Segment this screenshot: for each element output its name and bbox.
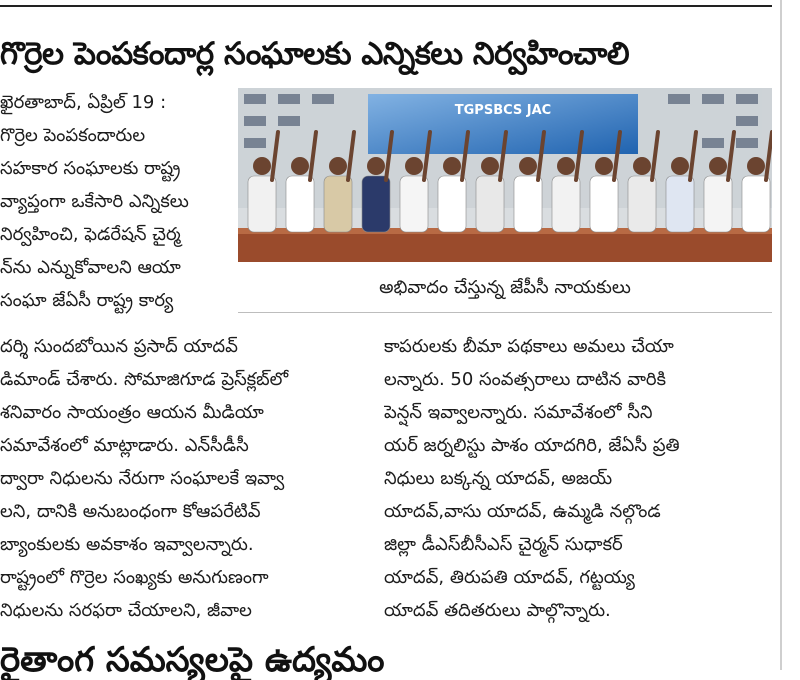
person-body bbox=[666, 176, 694, 232]
text-line: వ్యాప్తంగా ఒకేసారి ఎన్నికలు bbox=[0, 191, 189, 212]
text-line: నిధులు బక్కన్న యాదవ్, అజయ్ bbox=[384, 468, 613, 489]
person-head bbox=[671, 157, 689, 175]
person-head bbox=[519, 157, 537, 175]
person-head bbox=[367, 157, 385, 175]
right-column bbox=[384, 330, 752, 627]
text-line: దర్శి సుందబోయిన ప్రసాద్ యాదవ్ bbox=[0, 336, 238, 357]
text-line: నిధులను సరఫరా చేయాలని, జీవాల bbox=[0, 600, 252, 621]
text-line: రాష్ట్రంలో గొర్రెల సంఖ్యకు అనుగుణంగా bbox=[0, 567, 269, 588]
text-line: నిర్వహించి, ఫెడరేషన్ చైర్మ bbox=[0, 224, 181, 245]
person-body bbox=[590, 176, 618, 232]
left-column-bottom bbox=[0, 330, 366, 627]
person-body bbox=[286, 176, 314, 232]
person-head bbox=[443, 157, 461, 175]
photo-caption: అభివాదం చేస్తున్న జేపీసీ నాయకులు bbox=[379, 277, 631, 298]
text-line: కాపరులకు బీమా పథకాలు అమలు చేయా bbox=[384, 336, 674, 357]
next-article-headline: రైతాంగ సమస్యలపై ఉద్యమం bbox=[0, 640, 385, 680]
text-line: లన్నారు. 50 సంవత్సరాలు దాటిన వారికి bbox=[384, 369, 667, 390]
caption-rule bbox=[238, 312, 772, 313]
text-line: సమావేశంలో మాట్లాడారు. ఎన్‌సీడీసీ bbox=[0, 435, 249, 456]
person-head bbox=[253, 157, 271, 175]
person-body bbox=[704, 176, 732, 232]
text-line: జిల్లా డీఎస్‌బీసీఎస్ చైర్మన్ సుధాకర్ bbox=[384, 534, 623, 555]
text-line: డిమాండ్ చేశారు. సోమాజిగూడ ప్రెస్‌క్లబ్‌లో bbox=[0, 369, 289, 390]
text-line: యాదవ్,వాసు యాదవ్, ఉమ్మడి నల్గొండ bbox=[384, 501, 661, 522]
person-head bbox=[557, 157, 575, 175]
person-body bbox=[400, 176, 428, 232]
left-column-top bbox=[0, 86, 232, 317]
person-head bbox=[747, 157, 765, 175]
person-head bbox=[709, 157, 727, 175]
person-head bbox=[405, 157, 423, 175]
text-line: గొర్రెల పెంపకందారుల bbox=[0, 125, 146, 146]
text-line: శనివారం సాయంత్రం ఆయన మీడియా bbox=[0, 402, 264, 423]
text-line: బ్యాంకులకు అవకాశం ఇవ్వాలన్నారు. bbox=[0, 534, 254, 555]
banner-text: TGPSBCS JAC bbox=[454, 103, 552, 118]
text-line: యాదవ్ తదితరులు పాల్గొన్నారు. bbox=[384, 600, 611, 621]
person-body bbox=[476, 176, 504, 232]
person-head bbox=[633, 157, 651, 175]
person-head bbox=[291, 157, 309, 175]
text-line: లని, దానికి అనుబంధంగా కోఆపరేటివ్ bbox=[0, 501, 261, 522]
top-rule bbox=[0, 5, 772, 7]
person-body bbox=[248, 176, 276, 232]
person-body bbox=[514, 176, 542, 232]
person-body bbox=[324, 176, 352, 232]
article-headline: గొర్రెల పెంపకందార్ల సంఘాలకు ఎన్నికలు నిర్వహించాలి bbox=[0, 36, 630, 72]
person-body bbox=[438, 176, 466, 232]
text-line: ద్వారా నిధులను నేరుగా సంఘాలకే ఇవ్వా bbox=[0, 468, 285, 489]
person-head bbox=[329, 157, 347, 175]
column-divider bbox=[780, 0, 782, 670]
text-line: న్‌ను ఎన్నుకోవాలని ఆయా bbox=[0, 257, 181, 278]
text-line: యాదవ్, తిరుపతి యాదవ్, గట్టయ్య bbox=[384, 567, 635, 588]
text-line: ఖైరతాబాద్, ఏప్రిల్ 19 : bbox=[0, 92, 167, 113]
person-body bbox=[628, 176, 656, 232]
text-line: సహకార సంఘాలకు రాష్ట్ర bbox=[0, 158, 181, 179]
news-photo bbox=[238, 88, 772, 262]
text-line: యర్ జర్నలిస్టు పాశం యాదగిరి, జేఏసీ ప్రతి bbox=[384, 435, 680, 456]
person-body bbox=[362, 176, 390, 232]
person-head bbox=[595, 157, 613, 175]
person-body bbox=[742, 176, 770, 232]
text-line: సంఘా జేఏసీ రాష్ట్ర కార్య bbox=[0, 290, 174, 311]
text-line: పెన్షన్ ఇవ్వాలన్నారు. సమావేశంలో సీని bbox=[384, 402, 653, 423]
person-head bbox=[481, 157, 499, 175]
person-body bbox=[552, 176, 580, 232]
